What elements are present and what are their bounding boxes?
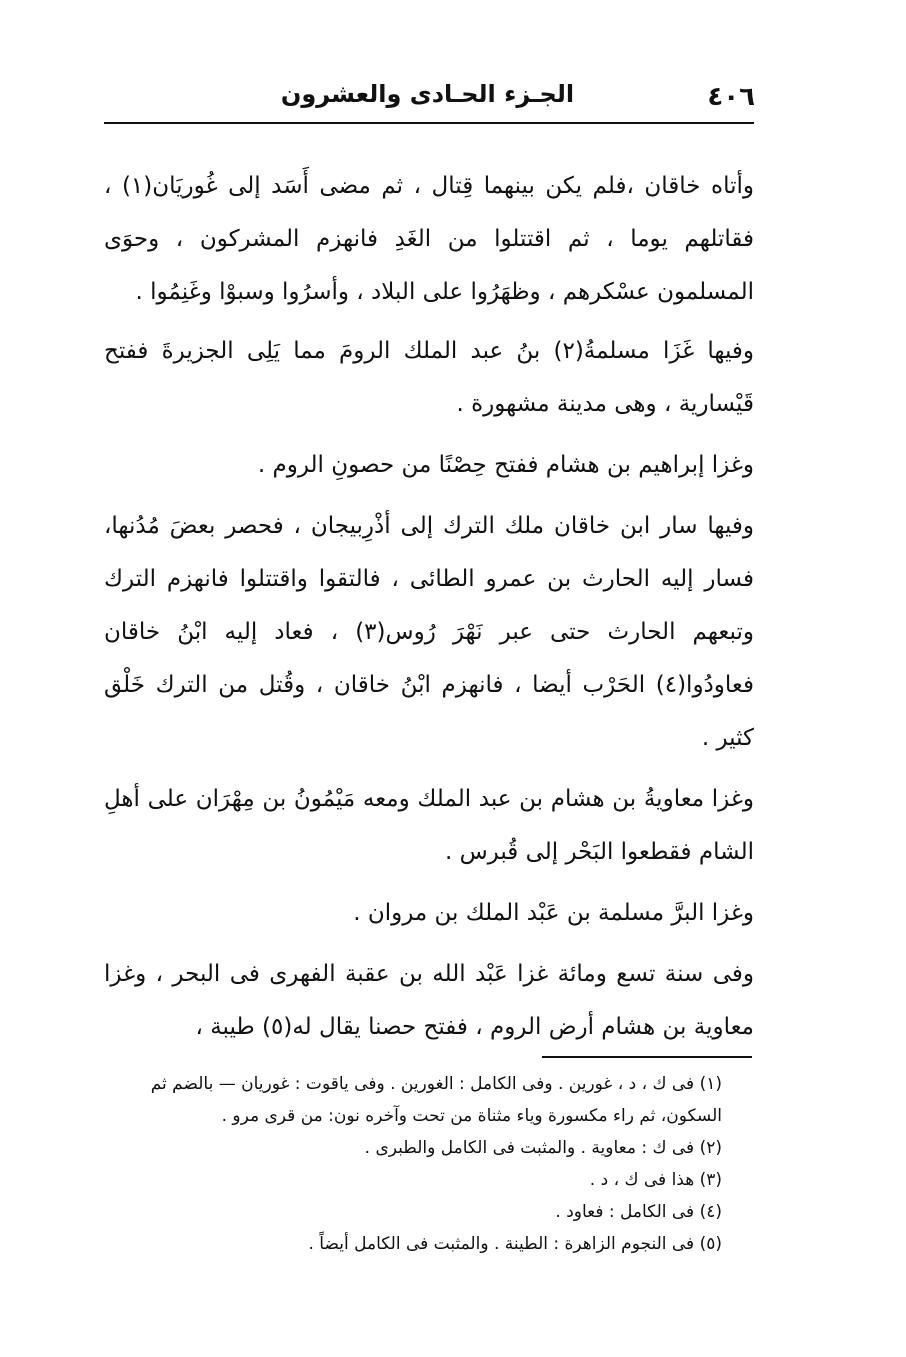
footnote: (٣) هذا فى ك ، د .: [589, 1170, 722, 1190]
running-title: الجـزء الحـادى والعشرون: [280, 80, 575, 108]
paragraph: وأتاه خاقان ،فلم يكن بينهما قِتال ، ثم مضى أَسَد إلى غُوريَان(١) ، فقاتلهم يوما ، ثم اقتتلوا من الغَدِ فانهزم المشركون ، وحوَى المسلمون عسْكرهم ، وظهَرُوا على البلاد ، وأسرُوا وسبوْا وغَنِمُوا .: [104, 173, 754, 305]
paragraph: وفيها غَزَا مسلمةُ(٢) بنُ عبد الملك الرومَ مما يَلِى الجزيرةَ ففتح قَيْسارية ، وهى مدينة مشهورة .: [104, 338, 754, 417]
main-text: [104, 160, 754, 1062]
paragraph: وفيها سار ابن خاقان ملك الترك إلى أذْرِبيجان ، فحصر بعضَ مُدُنها، فسار إليه الحارث بن عمرو الطائى ، فالتقوا واقتتلوا فانهزم الترك وتبعهم الحارث حتى عبر نَهْرَ رُوس(٣) ، فعاد إليه ابْنُ خاقان فعاودُوا(٤) الحَرْب أيضا ، فانهزم ابْنُ خاقان ، وقُتل من الترك خَلْق كثير .: [104, 513, 754, 751]
footnote-divider: [542, 1056, 752, 1058]
footnote: (٢) فى ك : معاوية . والمثبت فى الكامل والطبرى .: [364, 1138, 722, 1158]
page-number: ٤٠٦: [707, 82, 755, 112]
footnote: (١) فى ك ، د ، غورين . وفى الكامل : الغورين . وفى ياقوت : غوريان — بالضم ثم السكون، ثم راء مكسورة وياء مثناة من تحت وآخره نون: من قرى مرو .: [150, 1074, 722, 1126]
page-header: [100, 70, 755, 120]
paragraph: وغزا البرَّ مسلمة بن عَبْد الملك بن مروان .: [353, 900, 754, 926]
paragraph: وفى سنة تسع ومائة غزا عَبْد الله بن عقبة الفهرى فى البحر ، وغزا معاوية بن هشام أرض الروم ، ففتح حصنا يقال له(٥) طيبة ،: [104, 961, 754, 1040]
paragraph: وغزا إبراهيم بن هشام ففتح حِصْنًا من حصونِ الروم .: [257, 452, 754, 478]
footnotes: [100, 1068, 760, 1260]
footnote: (٥) فى النجوم الزاهرة : الطينة . والمثبت فى الكامل أيضاً .: [308, 1234, 722, 1254]
footnote: (٤) فى الكامل : فعاود .: [555, 1202, 722, 1222]
paragraph: وغزا معاويةُ بن هشام بن عبد الملك ومعه مَيْمُونُ بن مِهْرَان على أهلِ الشام فقطعوا البَحْر إلى قُبرس .: [104, 786, 754, 865]
header-divider: [104, 122, 754, 124]
